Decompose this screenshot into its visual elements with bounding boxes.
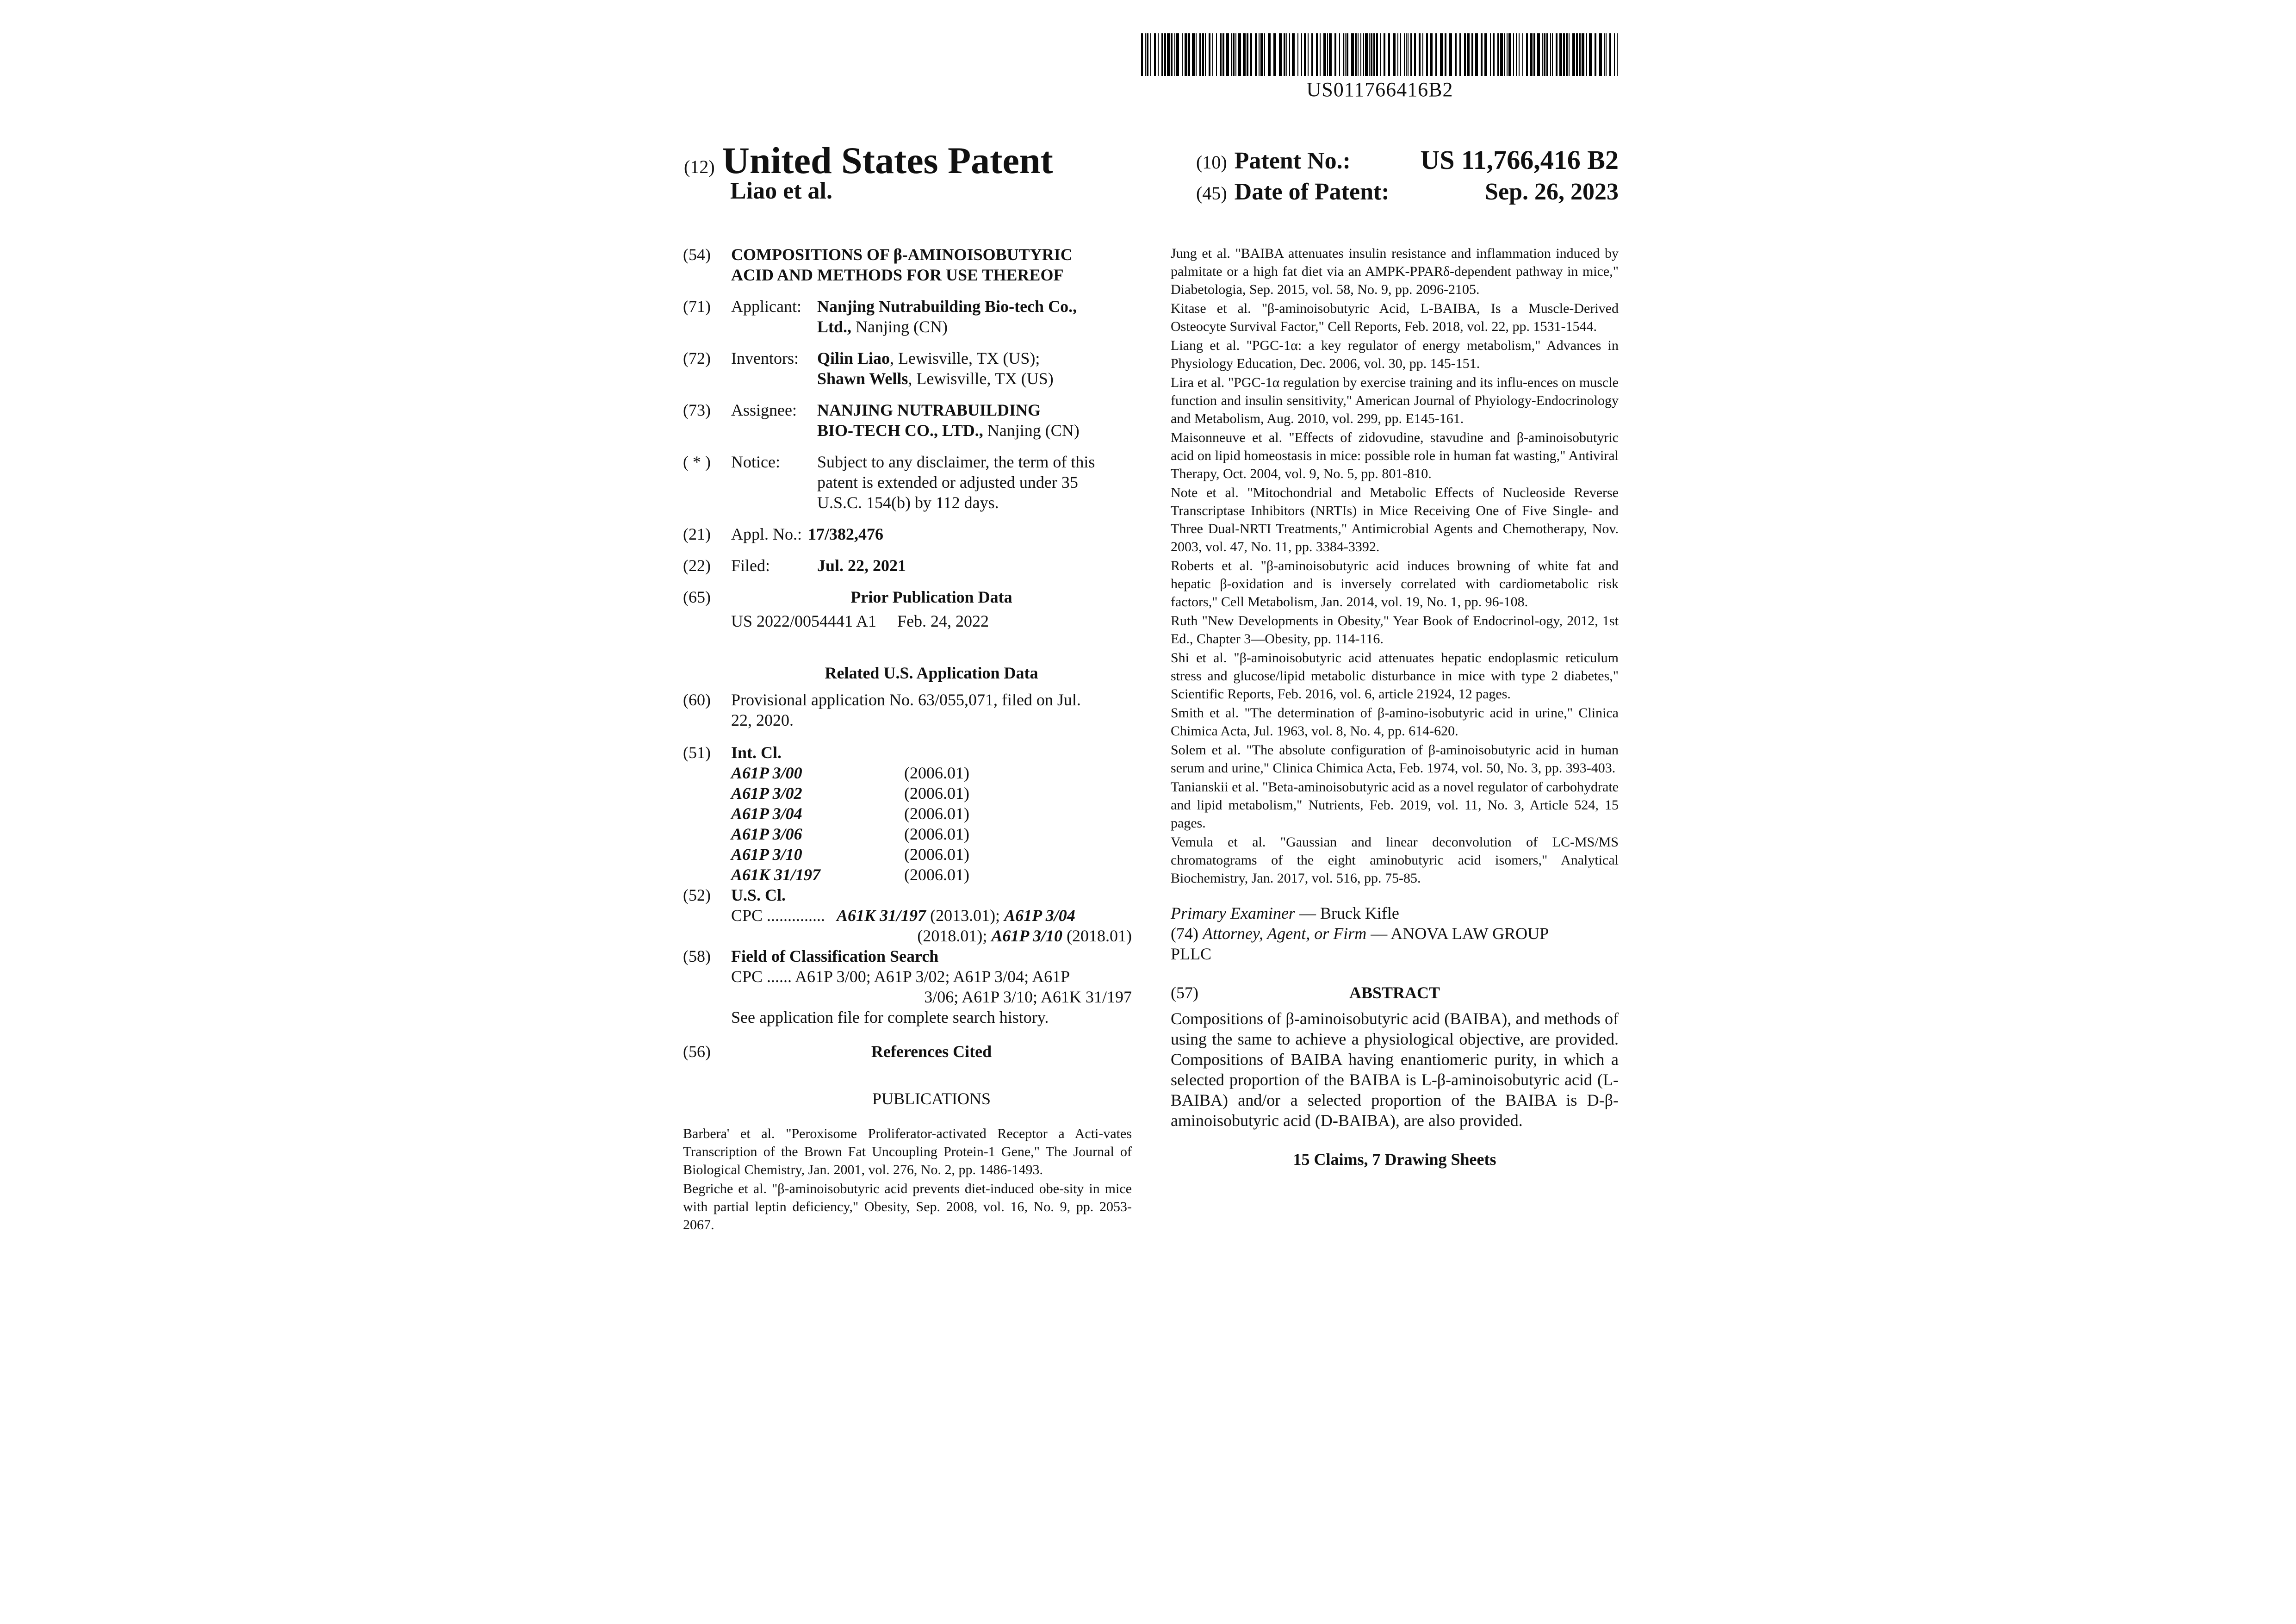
attorney-name-cont: PLLC (1171, 945, 1212, 963)
reference-citation: Kitase et al. "β-aminoisobutyric Acid, L-BAIBA, Is a Muscle-Derived Osteocyte Survival Factor," Cell Reports, Feb. 2018, vol. 22, pp. 1531-1544. (1171, 301, 1619, 334)
field-code: (54) (683, 245, 711, 264)
prior-publication-number: US 2022/0054441 A1 (731, 612, 877, 630)
attorney (1171, 923, 1619, 944)
field-54 (683, 244, 1132, 285)
abstract-code: (57) (1171, 983, 1198, 1002)
int-cl-row (731, 844, 1132, 865)
cpc-code: A61K 31/197 (837, 906, 926, 925)
provisional-application (731, 690, 1132, 730)
int-cl-code: A61P 3/04 (731, 804, 802, 823)
examiner-dash: — (1295, 904, 1320, 922)
attorney-dash: — (1366, 924, 1391, 943)
inventor-name: Shawn Wells (817, 369, 908, 388)
provisional-line: Provisional application No. 63/055,071, filed on Jul. (731, 691, 1081, 709)
patent-number-row (1196, 147, 1619, 174)
reference-citation: Note et al. "Mitochondrial and Metabolic Effects of Nucleoside Reverse Transcriptase Inhibitors (NRTIs) in Mice Receiving One of Five Single- and Three Dual-NRTI Treatments," Antimicrobial Agents and Chemotherapy, Nov. 2003, vol. 47, No. 11, pp. 3384-3392. (1171, 485, 1619, 554)
primary-examiner (1171, 903, 1619, 923)
appl-no-label: Appl. No.: (731, 525, 802, 543)
int-cl-version: (2006.01) (904, 784, 969, 803)
reference-citation: Lira et al. "PGC-1α regulation by exercise training and its influ-ences on muscle function and insulin sensitivity," American Journal of Phyiology-Endocrinology and Metabolism, Aug. 2010, vol. 299, pp. E145-161. (1171, 375, 1619, 426)
reference-citation: Ruth "New Developments in Obesity," Year Book of Endocrinol-ogy, 2012, 1st Ed., Chapter 3—Obesity, pp. 114-116. (1171, 613, 1619, 647)
field-56 (683, 1041, 1132, 1062)
field-73 (683, 400, 1132, 441)
cpc-version: (2018.01) (1062, 927, 1132, 945)
right-column (1171, 244, 1619, 1170)
applicant-value (817, 296, 1132, 337)
field-code: (58) (683, 947, 711, 965)
int-cl-row (731, 783, 1132, 803)
reference-citation: Maisonneuve et al. "Effects of zidovudine, stavudine and β-aminoisobutyric acid on lipid homeostasis in mice: possible role in human fat wasting," Antiviral Therapy, Oct. 2004, vol. 9, No. 5, pp. 801-810. (1171, 430, 1619, 481)
header-left (684, 139, 1053, 182)
field-code: (51) (683, 743, 711, 762)
reference-citation: Smith et al. "The determination of β-amino-isobutyric acid in urine," Clinica Chimica Acta, Jul. 1963, vol. 8, No. 4, pp. 614-620. (1171, 705, 1619, 739)
field-21 (683, 524, 1132, 544)
assignee-value (817, 400, 1132, 441)
prior-publication-date: Feb. 24, 2022 (897, 612, 989, 630)
classification-search-title: Field of Classification Search (731, 947, 939, 965)
claims-count: 15 Claims, 7 Drawing Sheets (1293, 1150, 1496, 1169)
cpc-code: A61P 3/10 (991, 927, 1063, 945)
patent-date-label: Date of Patent: (1234, 179, 1390, 205)
int-cl-row (731, 763, 1132, 783)
reference-citation: Roberts et al. "β-aminoisobutyric acid induces browning of white fat and hepatic β-oxidation and is inversely correlated with cardiometabolic risk factors," Cell Metabolism, Jan. 2014, vol. 19, No. 1, pp. 96-108. (1171, 558, 1619, 610)
field-code: (22) (683, 556, 711, 575)
reference-citation: Jung et al. "BAIBA attenuates insulin resistance and inflammation induced by palmitate or a high fat diet via an AMPK-PPARδ-dependent pathway in mice," Diabetologia, Sep. 2015, vol. 58, No. 9, pp. 2096-2105. (1171, 246, 1619, 297)
code-10: (10) (1196, 152, 1227, 173)
int-cl-row (731, 803, 1132, 824)
appl-no-value: 17/382,476 (808, 525, 884, 543)
us-cl-title: U.S. Cl. (731, 886, 786, 904)
int-cl-code: A61P 3/00 (731, 764, 802, 782)
right-references (1171, 244, 1619, 887)
cpc-version: (2018.01); (917, 927, 992, 945)
abstract-text: Compositions of β-aminoisobutyric acid (BAIBA), and methods of using the same to achieve a physiological objective, are provided. Compositions of BAIBA having enantiomeric purity, in which a selected proportion of the BAIBA is L-β-aminoisobutyric acid (L-BAIBA) and/or a selected proportion of the BAIBA is D-β-aminoisobutyric acid (D-BAIBA), are also provided. (1171, 1009, 1619, 1130)
int-cl-version: (2006.01) (904, 845, 969, 864)
prior-publication-row (731, 611, 1132, 631)
invention-title-line1: COMPOSITIONS OF β-AMINOISOBUTYRIC (731, 245, 1073, 264)
attorney-code: (74) (1171, 924, 1203, 943)
int-cl-code: A61P 3/10 (731, 845, 802, 864)
field-code: (65) (683, 588, 711, 606)
assignee-label: Assignee: (731, 401, 797, 419)
field-code: (60) (683, 691, 711, 709)
applicant-label: Applicant: (731, 297, 801, 316)
filed-label: Filed: (731, 556, 770, 575)
reference-citation: Barbera' et al. "Peroxisome Proliferator-activated Receptor a Acti-vates Transcription of the Brown Fat Uncoupling Protein-1 Gene," The Journal of Biological Chemistry, Jan. 2001, vol. 276, No. 2, pp. 1486-1493. (683, 1126, 1132, 1177)
reference-citation: Solem et al. "The absolute configuration of β-aminoisobutyric acid in human serum and urine," Clinica Chimica Acta, Feb. 1974, vol. 50, No. 3, pp. 393-403. (1171, 742, 1619, 776)
abstract-heading (1171, 983, 1619, 1005)
notice-line: U.S.C. 154(b) by 112 days. (817, 493, 999, 512)
left-references (683, 1125, 1132, 1234)
examiner-label: Primary Examiner (1171, 904, 1295, 922)
filed-value: Jul. 22, 2021 (817, 556, 906, 575)
field-71 (683, 296, 1132, 337)
notice-value (817, 452, 1132, 513)
notice-line: patent is extended or adjusted under 35 (817, 473, 1078, 492)
cpc-version: (2013.01); (926, 906, 1005, 925)
assignee-name-end: BIO-TECH CO., LTD., (817, 421, 983, 440)
inventor-name: Qilin Liao (817, 349, 890, 367)
applicant-location: Nanjing (CN) (851, 317, 948, 336)
applicant-name: Nanjing Nutrabuilding Bio-tech Co., (817, 297, 1077, 316)
examiner-name: Bruck Kifle (1320, 904, 1399, 922)
prior-publication-title: Prior Publication Data (850, 588, 1012, 606)
field-22 (683, 555, 1132, 576)
int-cl-code: A61P 3/02 (731, 784, 802, 803)
invention-title (731, 244, 1132, 285)
field-code: (73) (683, 401, 711, 419)
int-cl-title: Int. Cl. (731, 743, 782, 762)
abstract-title: ABSTRACT (1349, 983, 1440, 1002)
attorney-label: Attorney, Agent, or Firm (1202, 924, 1367, 943)
assignee-location: Nanjing (CN) (983, 421, 1080, 440)
classification-search-note: See application file for complete search history. (731, 1008, 1049, 1027)
notice-label: Notice: (731, 453, 780, 471)
cpc-label: CPC .............. (731, 906, 825, 925)
provisional-line: 22, 2020. (731, 711, 794, 729)
reference-citation: Begriche et al. "β-aminoisobutyric acid prevents diet-induced obe-sity in mice with partial leptin deficiency," Obesity, Sep. 2008, vol. 16, No. 9, pp. 2053-2067. (683, 1181, 1132, 1232)
field-code: (21) (683, 525, 711, 543)
int-cl-version: (2006.01) (904, 804, 969, 823)
code-12: (12) (684, 156, 715, 177)
reference-citation: Liang et al. "PGC-1α: a key regulator of energy metabolism," Advances in Physiology Education, Dec. 2006, vol. 30, pp. 145-151. (1171, 338, 1619, 371)
assignee-name: NANJING NUTRABUILDING (817, 401, 1041, 419)
field-65 (683, 587, 1132, 631)
patent-number: US 11,766,416 B2 (1420, 145, 1619, 175)
code-45: (45) (1196, 183, 1227, 204)
field-code: (71) (683, 297, 711, 316)
field-72 (683, 348, 1132, 389)
field-code: (72) (683, 349, 711, 367)
int-cl-row (731, 865, 1132, 885)
patent-date-row (1196, 178, 1619, 205)
patent-title: United States Patent (722, 139, 1053, 181)
invention-title-line2: ACID AND METHODS FOR USE THEREOF (731, 266, 1064, 284)
document-number: US011766416B2 (1306, 78, 1453, 101)
int-cl-code: A61K 31/197 (731, 865, 821, 884)
classification-search-line: CPC ...... A61P 3/00; A61P 3/02; A61P 3/04; A61P (731, 967, 1070, 986)
field-code: (52) (683, 886, 711, 904)
field-notice (683, 452, 1132, 513)
attorney-name: ANOVA LAW GROUP (1390, 924, 1549, 943)
reference-citation: Tanianskii et al. "Beta-aminoisobutyric acid as a novel regulator of carbohydrate and lipid metabolism," Nutrients, Feb. 2019, vol. 11, No. 3, Article 524, 15 pages. (1171, 779, 1619, 831)
int-cl-row (731, 824, 1132, 844)
int-cl-code: A61P 3/06 (731, 825, 802, 843)
int-cl-version: (2006.01) (904, 865, 969, 884)
int-cl-version: (2006.01) (904, 764, 969, 782)
related-app-title: Related U.S. Application Data (825, 664, 1038, 682)
applicant-name-end: Ltd., (817, 317, 852, 336)
patent-date: Sep. 26, 2023 (1485, 179, 1619, 205)
us-cl-line1 (731, 905, 1132, 926)
us-cl-line2 (731, 926, 1132, 946)
field-code: (56) (683, 1042, 711, 1061)
inventor-location: , Lewisville, TX (US); (890, 349, 1040, 367)
publications-title: PUBLICATIONS (872, 1089, 991, 1108)
inventor-location: , Lewisville, TX (US) (908, 369, 1054, 388)
reference-citation: Vemula et al. "Gaussian and linear deconvolution of LC-MS/MS chromatograms of the eight aminobutyric acid isomers," Analytical Biochemistry, Jan. 2017, vol. 516, pp. 75-85. (1171, 834, 1619, 886)
field-51 (683, 742, 1132, 885)
classification-search-line: 3/06; A61P 3/10; A61K 31/197 (924, 988, 1132, 1006)
references-cited-title: References Cited (871, 1042, 992, 1061)
reference-citation: Shi et al. "β-aminoisobutyric acid attenuates hepatic endoplasmic reticulum stress and glucose/lipid metabolic disturbance in mice with type 2 diabetes," Scientific Reports, Feb. 2016, vol. 6, article 21924, 12 pages. (1171, 650, 1619, 702)
field-60 (683, 690, 1132, 730)
left-column (683, 244, 1132, 1235)
int-cl-version: (2006.01) (904, 825, 969, 843)
cpc-code: A61P 3/04 (1004, 906, 1075, 925)
int-cl-list (683, 763, 1132, 885)
field-58 (683, 946, 1132, 1027)
patent-authors: Liao et al. (730, 178, 832, 204)
barcode (1141, 33, 1619, 76)
inventors-value (817, 348, 1132, 389)
inventors-label: Inventors: (731, 349, 799, 367)
patent-number-label: Patent No.: (1234, 148, 1351, 174)
notice-line: Subject to any disclaimer, the term of this (817, 453, 1095, 471)
field-code: ( * ) (683, 453, 711, 471)
field-52 (683, 885, 1132, 946)
